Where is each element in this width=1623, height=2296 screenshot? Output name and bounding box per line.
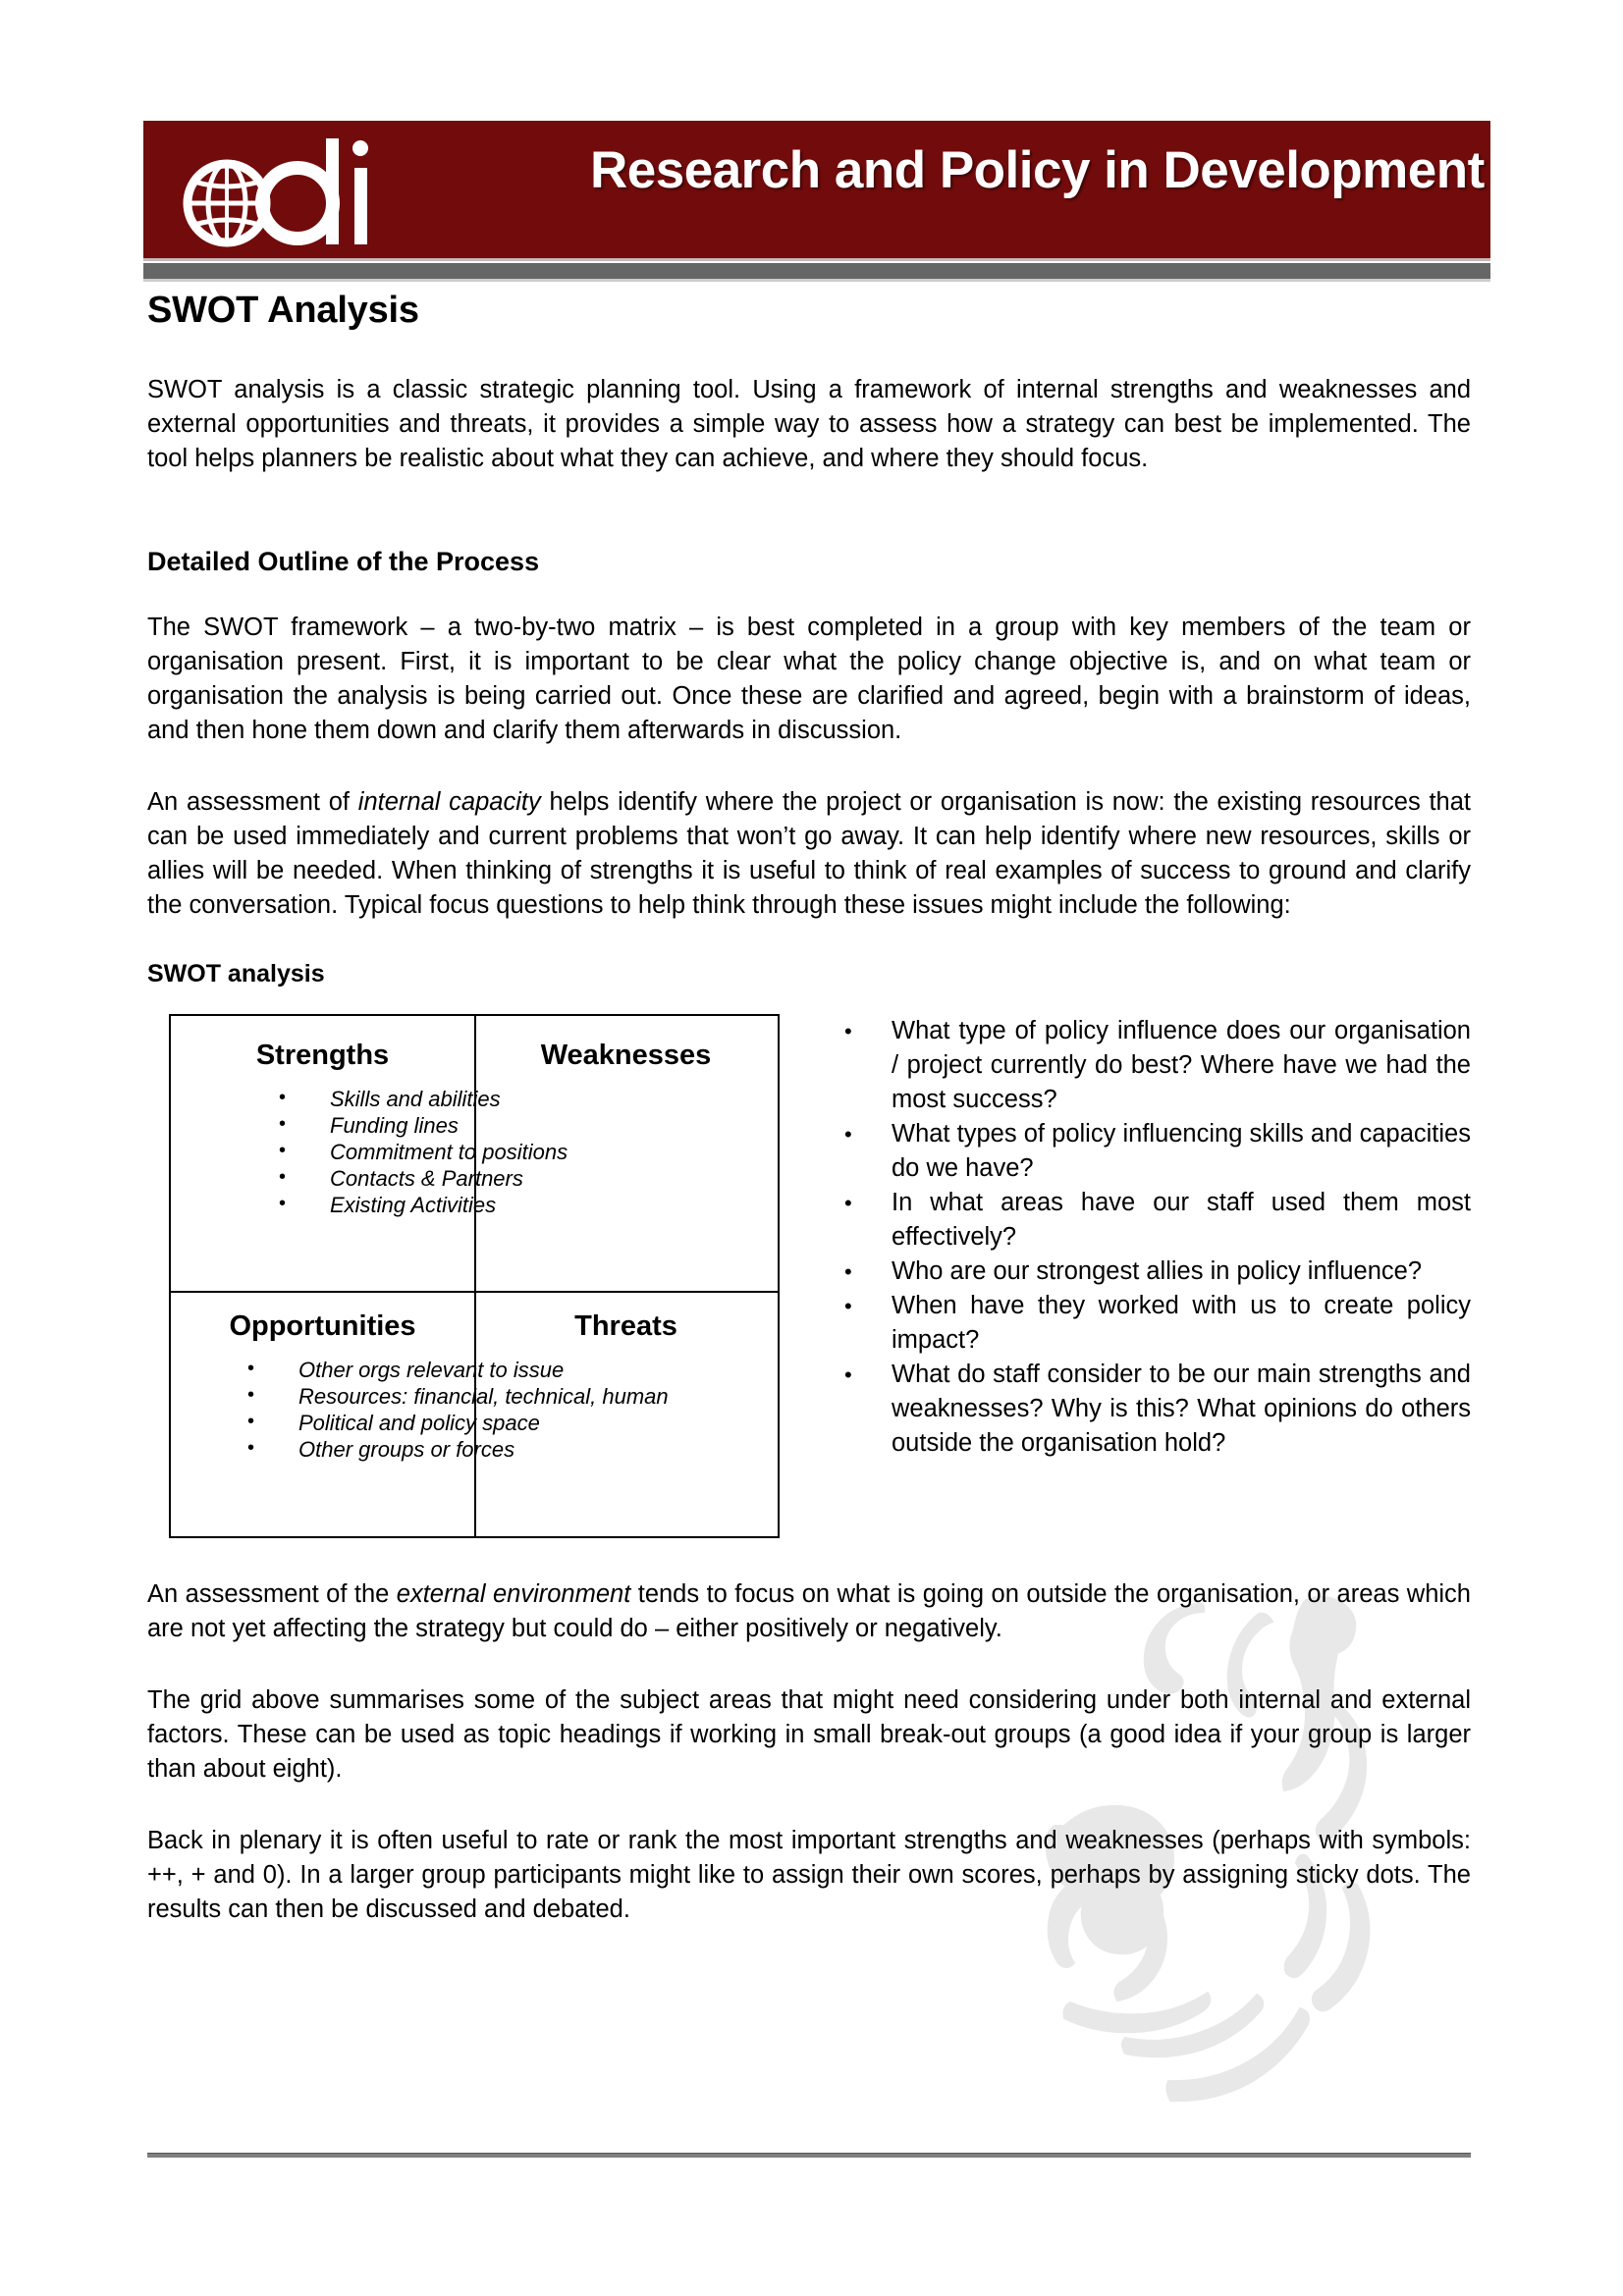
paragraph-internal-capacity	[147, 785, 1471, 923]
swot-heading-opportunities: Opportunities	[229, 1310, 416, 1342]
list-item: • What do staff consider to be our main strengths and weaknesses? Why is this? What opinions do others outside the organisation hold?	[839, 1358, 1471, 1461]
page-title: SWOT Analysis	[147, 290, 419, 331]
swot-items-strengths	[171, 1086, 778, 1218]
swot-row-external	[171, 1293, 778, 1536]
intro-paragraph: SWOT analysis is a classic strategic planning tool. Using a framework of internal strengths and weaknesses and external opportunities and threats, it provides a simple way to assess how a strategy can best be implemented. The tool helps planners be realistic about what they can achieve, and where they should focus.	[147, 376, 1471, 472]
swot-item: • Contacts & Partners	[279, 1165, 778, 1192]
odi-logo	[176, 133, 392, 248]
footer-divider	[147, 2153, 1471, 2158]
swot-items-opportunities	[171, 1357, 778, 1463]
focus-questions-list	[780, 1014, 1471, 1461]
swot-item: • Existing Activities	[279, 1192, 778, 1218]
document-body	[147, 290, 1471, 1964]
swot-item: • Other orgs relevant to issue	[247, 1357, 778, 1383]
swot-item: • Commitment to positions	[279, 1139, 778, 1165]
swot-row-internal	[171, 1016, 778, 1293]
swot-item: • Resources: financial, technical, human	[247, 1383, 778, 1410]
letter-d	[262, 138, 339, 244]
paragraph-grid-summary: The grid above summarises some of the subject areas that might need considering under both internal and external factors. These can be used as topic headings if working in small break-out groups (a good idea if your group is larger than about eight).	[147, 1686, 1471, 1783]
swot-headings-internal	[171, 1016, 778, 1072]
swot-item: • Funding lines	[279, 1112, 778, 1139]
banner-underline	[143, 258, 1490, 261]
header-gray-bar-shadow	[143, 279, 1490, 282]
swot-heading-threats: Threats	[574, 1310, 677, 1342]
globe-icon	[188, 164, 266, 242]
odi-header-banner	[143, 121, 1490, 258]
list-item: • What types of policy influencing skills and capacities do we have?	[839, 1117, 1471, 1186]
list-item: • In what areas have our staff used them most effectively?	[839, 1186, 1471, 1255]
external-text-a: An assessment of the	[147, 1580, 397, 1608]
swot-item: • Other groups or forces	[247, 1436, 778, 1463]
letter-i	[352, 140, 368, 244]
external-text-b: tends to focus on what is going on outside the organisation, or areas which are not yet affecting the strategy but could do – either positively or negatively.	[147, 1580, 1471, 1642]
list-item: • What type of policy influence does our organisation / project currently do best? Where have we had the most success?	[839, 1014, 1471, 1117]
swot-heading-strengths: Strengths	[255, 1040, 390, 1071]
swot-headings-external	[171, 1293, 778, 1343]
subheading-swot-analysis: SWOT analysis	[147, 960, 325, 988]
internal-text-a: An assessment of	[147, 788, 358, 816]
header-gray-bar	[143, 263, 1490, 279]
internal-capacity-emphasis: internal capacity	[357, 788, 541, 816]
list-item: • Who are our strongest allies in policy influence?	[839, 1255, 1471, 1289]
swot-matrix	[169, 1014, 780, 1538]
section-heading-detailed-outline: Detailed Outline of the Process	[147, 547, 540, 576]
paragraph-framework: The SWOT framework – a two-by-two matrix – is best completed in a group with key members of the team or organisation present. First, it is important to be clear what the policy change objective is, and on what team or organisation the analysis is being carried out. Once these are clarified and agreed, begin with a brainstorm of ideas, and then hone them down and clarify them afterwards in discussion.	[147, 614, 1471, 744]
banner-tagline: Research and Policy in Development	[590, 141, 1485, 199]
paragraph-external-environment	[147, 1577, 1471, 1646]
swot-heading-weaknesses: Weaknesses	[540, 1040, 712, 1071]
swot-item: • Political and policy space	[247, 1410, 778, 1436]
internal-text-b: helps identify where the project or organisation is now: the existing resources that can be used immediately and current problems that won’t go away. It can help identify where new resources, skills or allies will be needed. When thinking of strengths it is useful to think of real examples of success to ground and clarify the conversation. Typical focus questions to help think through these issues might include the following:	[147, 788, 1472, 919]
paragraph-plenary: Back in plenary it is often useful to rate or rank the most important strengths and weaknesses (perhaps with symbols: ++, + and 0). In a larger group participants might like to assign their own scores, perhaps by assigning sticky dots. The results can then be discussed and debated.	[147, 1827, 1471, 1923]
swot-and-questions-row	[147, 1014, 1471, 1538]
swot-item: • Skills and abilities	[279, 1086, 778, 1112]
external-environment-emphasis: external environment	[396, 1580, 631, 1608]
list-item: • When have they worked with us to create policy impact?	[839, 1289, 1471, 1358]
